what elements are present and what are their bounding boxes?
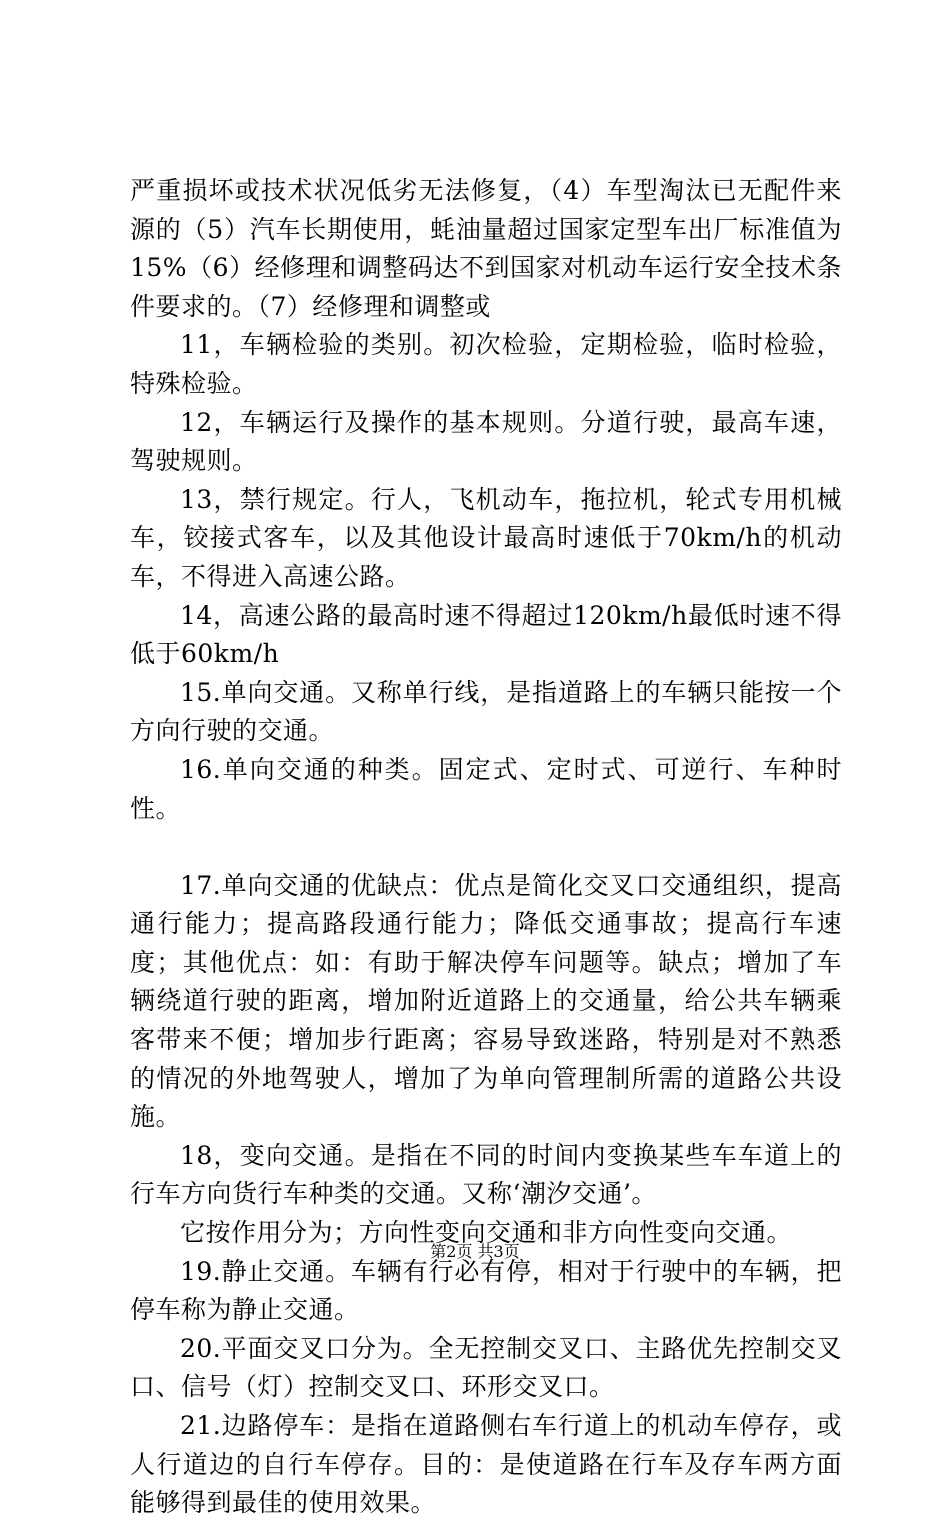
- paragraph-item-13: 13，禁行规定。行人，飞机动车，拖拉机，轮式专用机械车，铰接式客车，以及其他设计最高时速低于70km/h的机动车，不得进入高速公路。: [130, 484, 842, 591]
- paragraph-item-16: 16.单向交通的种类。固定式、定时式、可逆行、车种时性。: [130, 754, 842, 823]
- paragraph-item-18-note: 它按作用分为；方向性变向交通和非方向性变向交通。: [180, 1218, 793, 1248]
- blank-line: [130, 828, 842, 867]
- paragraph-item-11: 11，车辆检验的类别。初次检验，定期检验，临时检验，特殊检验。: [130, 330, 842, 398]
- paragraph-item-19: 19.静止交通。车辆有行必有停，相对于行驶中的车辆，把停车称为静止交通。: [130, 1256, 842, 1325]
- document-body: [130, 172, 842, 1523]
- paragraph-item-17: 17.单向交通的优缺点：优点是简化交叉口交通组织，提高通行能力；提高路段通行能力；降低交通事故；提高行车速度；其他优点：如：有助于解决停车问题等。缺点；增加了车辆绕道行驶的距离，增加附近道路上的交通量，给公共车辆乘客带来不便；增加步行距离；容易导致迷路，特别是对不熟悉的情况的外地驾驶人，增加了为单向管理制所需的道路公共设施。: [130, 870, 842, 1132]
- paragraph-item-15: 15.单向交通。又称单行线，是指道路上的车辆只能按一个方向行驶的交通。: [130, 677, 842, 746]
- paragraph-item-18: 18，变向交通。是指在不同的时间内变换某些车车道上的行车方向货行车种类的交通。又称‘潮汐交通’。: [130, 1140, 842, 1209]
- paragraph-item-20: 20.平面交叉口分为。全无控制交叉口、主路优先控制交叉口、信号（灯）控制交叉口、环形交叉口。: [130, 1333, 842, 1402]
- paragraph-item-14: 14，高速公路的最高时速不得超过120km/h最低时速不得低于60km/h: [130, 600, 842, 669]
- paragraph-item-12: 12，车辆运行及操作的基本规则。分道行驶，最高车速，驾驶规则。: [130, 407, 842, 476]
- paragraph-continuation: 严重损坏或技术状况低劣无法修复，（4）车型淘汰已无配件来源的（5）汽车长期使用，蚝油量超过国家定型车出厂标准值为15%（6）经修理和调整码达不到国家对机动车运行安全技术条件要求的。（7）经修理和调整或: [130, 176, 842, 321]
- paragraph-item-21: 21.边路停车：是指在道路侧右车行道上的机动车停存，或人行道边的自行车停存。目的：是使道路在行车及存车两方面能够得到最佳的使用效果。: [130, 1411, 842, 1518]
- page-number-footer: 第2页 共3页: [430, 1242, 520, 1261]
